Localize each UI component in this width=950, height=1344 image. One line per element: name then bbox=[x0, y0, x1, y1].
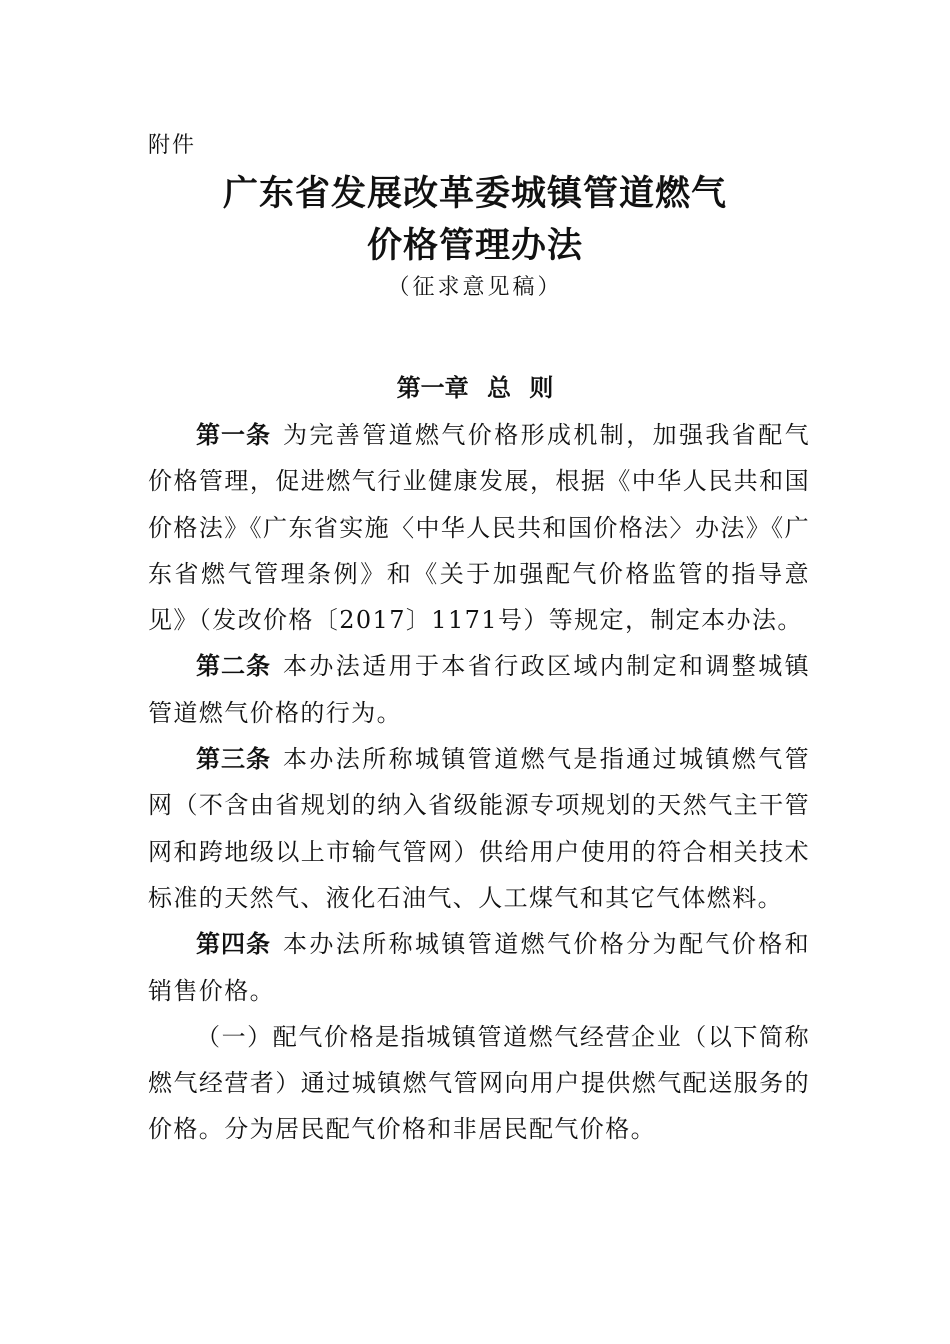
document-body bbox=[148, 412, 810, 1153]
article-4-text: 本办法所称城镇管道燃气价格分为配气价格和销售价格。 bbox=[148, 930, 810, 1005]
article-2-text: 本办法适用于本省行政区域内制定和调整城镇管道燃气价格的行为。 bbox=[148, 652, 810, 727]
chapter-heading: 第一章 总 则 bbox=[396, 374, 554, 402]
article-2 bbox=[148, 643, 810, 736]
article-1 bbox=[148, 412, 810, 643]
article-2-label: 第二条 bbox=[196, 652, 271, 681]
article-4-label: 第四条 bbox=[196, 930, 271, 959]
article-3-label: 第三条 bbox=[196, 745, 271, 774]
document-title-line-1: 广东省发展改革委城镇管道燃气 bbox=[222, 173, 727, 214]
document-subtitle: （征求意见稿） bbox=[387, 275, 563, 300]
article-3 bbox=[148, 736, 810, 921]
article-3-text: 本办法所称城镇管道燃气是指通过城镇燃气管网（不含由省规划的纳入省级能源专项规划的天然气主干管网和跨地级以上市输气管网）供给用户使用的符合相关技术标准的天然气、液化石油气、人工煤气和其它气体燃料。 bbox=[148, 745, 810, 912]
clause-1 bbox=[148, 1014, 810, 1153]
article-1-label: 第一条 bbox=[196, 421, 271, 449]
article-1-text: 为完善管道燃气价格形成机制，加强我省配气价格管理，促进燃气行业健康发展，根据《中华人民共和国价格法》《广东省实施〈中华人民共和国价格法〉办法》《广东省燃气管理条例》和《关于加强配气价格监管的指导意见》（发改价格〔2017〕1171号）等规定，制定本办法。 bbox=[148, 421, 810, 635]
clause-1-text: （一）配气价格是指城镇管道燃气经营企业（以下简称燃气经营者）通过城镇燃气管网向用户提供燃气配送服务的价格。分为居民配气价格和非居民配气价格。 bbox=[148, 1022, 810, 1144]
article-4 bbox=[148, 921, 810, 1014]
document-title-line-2: 价格管理办法 bbox=[366, 225, 583, 266]
attachment-label: 附件 bbox=[148, 133, 197, 158]
